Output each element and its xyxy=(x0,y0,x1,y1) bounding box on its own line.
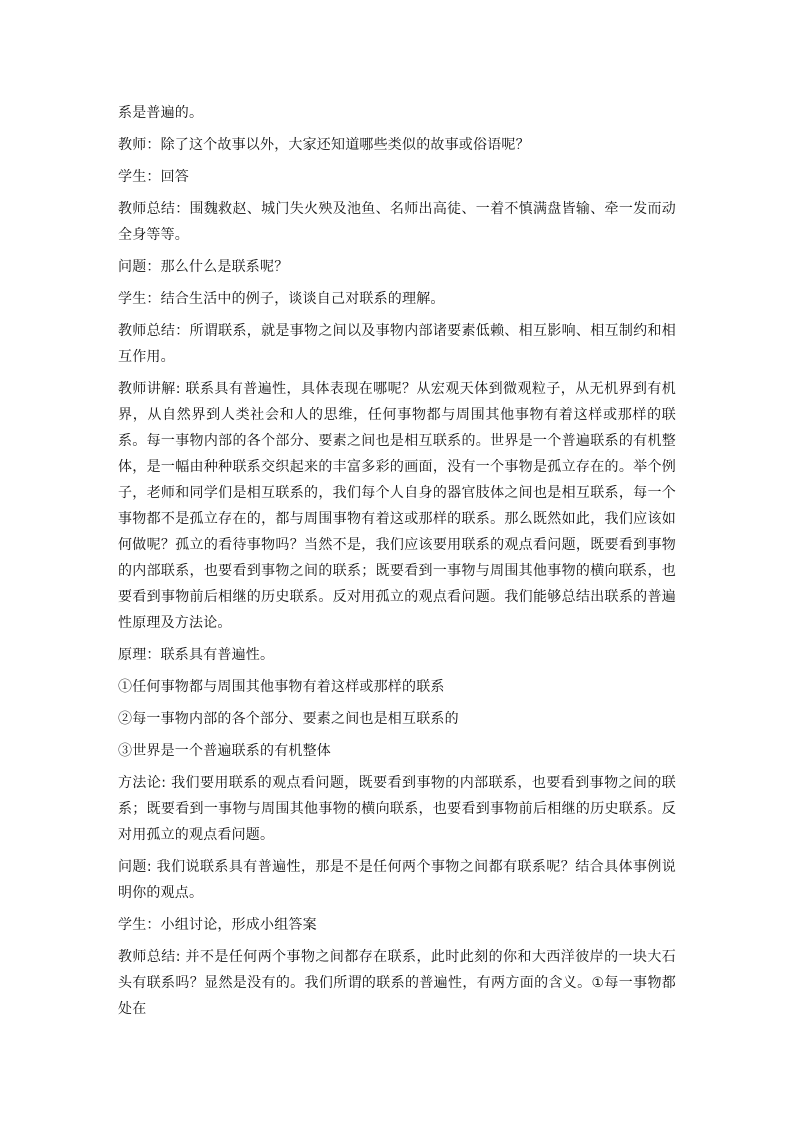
paragraph-principle: 原理：联系具有普遍性。 xyxy=(118,647,275,663)
paragraph-question-2: 问题: 我们说联系具有普遍性，那是不是任何两个事物之间都有联系呢？结合具体事例说明你的观点。 xyxy=(118,859,676,901)
paragraph-methodology: 方法论: 我们要用联系的观点看问题，既要看到事物的内部联系，也要看到事物之间的联系；既要看到一事物与周围其他事物的横向联系，也要看到事物前后相继的历史联系。反对用孤立的观点看问题。 xyxy=(118,775,676,843)
paragraph-teacher-conclusion: 教师总结: 并不是任何两个事物之间都存在联系，此时此刻的你和大西洋彼岸的一块大石头有联系吗？显然是没有的。我们所谓的联系的普遍性，有两方面的含义。①每一事物都处在 xyxy=(118,949,676,1017)
principle-item-3: ③世界是一个普遍联系的有机整体 xyxy=(118,743,331,759)
principle-item-2: ②每一事物内部的各个部分、要素之间也是相互联系的 xyxy=(118,711,459,727)
principle-item-1: ①任何事物都与周围其他事物有着这样或那样的联系 xyxy=(118,679,445,695)
paragraph-student-answer: 学生：回答 xyxy=(118,169,189,185)
paragraph-definition: 教师总结：所谓联系，就是事物之间以及事物内部诸要素低赖、相互影响、相互制约和相互作用。 xyxy=(118,323,676,365)
paragraph-continuation: 系是普遍的。 xyxy=(118,105,204,121)
paragraph-student: 学生：结合生活中的例子，谈谈自己对联系的理解。 xyxy=(118,291,445,307)
paragraph-teacher-question: 教师：除了这个故事以外，大家还知道哪些类似的故事或俗语呢？ xyxy=(118,137,530,153)
paragraph-question: 问题：那么什么是联系呢？ xyxy=(118,259,289,275)
paragraph-teacher-summary: 教师总结：围魏救赵、城门失火殃及池鱼、名师出高徒、一着不慎满盘皆输、牵一发而动全身等等。 xyxy=(118,201,676,243)
paragraph-group-discussion: 学生：小组讨论，形成小组答案 xyxy=(118,917,317,933)
paragraph-teacher-lecture: 教师讲解: 联系具有普遍性，具体表现在哪呢？从宏观天体到微观粒子，从无机界到有机界，从自然界到人类社会和人的思维，任何事物都与周围其他事物有着这样或那样的联系。每一事物内部的各个部分、要素之间也是相互联系的。世界是一个普遍联系的有机整体，是一幅由种种联系交织起来的丰富多彩的画面，没有一个事物是孤立存在的。举个例子，老师和同学们是相互联系的，我们每个人自身的器官肢体之间也是相互联系，每一个事物都不是孤立存在的，都与周围事物有着这或那样的联系。那么既然如此，我们应该如何做呢？孤立的看待事物吗？当然不是，我们应该要用联系的观点看问题，既要看到事物的内部联系，也要看到事物之间的联系；既要看到一事物与周围其他事物的横向联系，也要看到事物前后相继的历史联系。反对用孤立的观点看问题。我们能够总结出联系的普遍性原理及方法论。 xyxy=(118,381,676,631)
